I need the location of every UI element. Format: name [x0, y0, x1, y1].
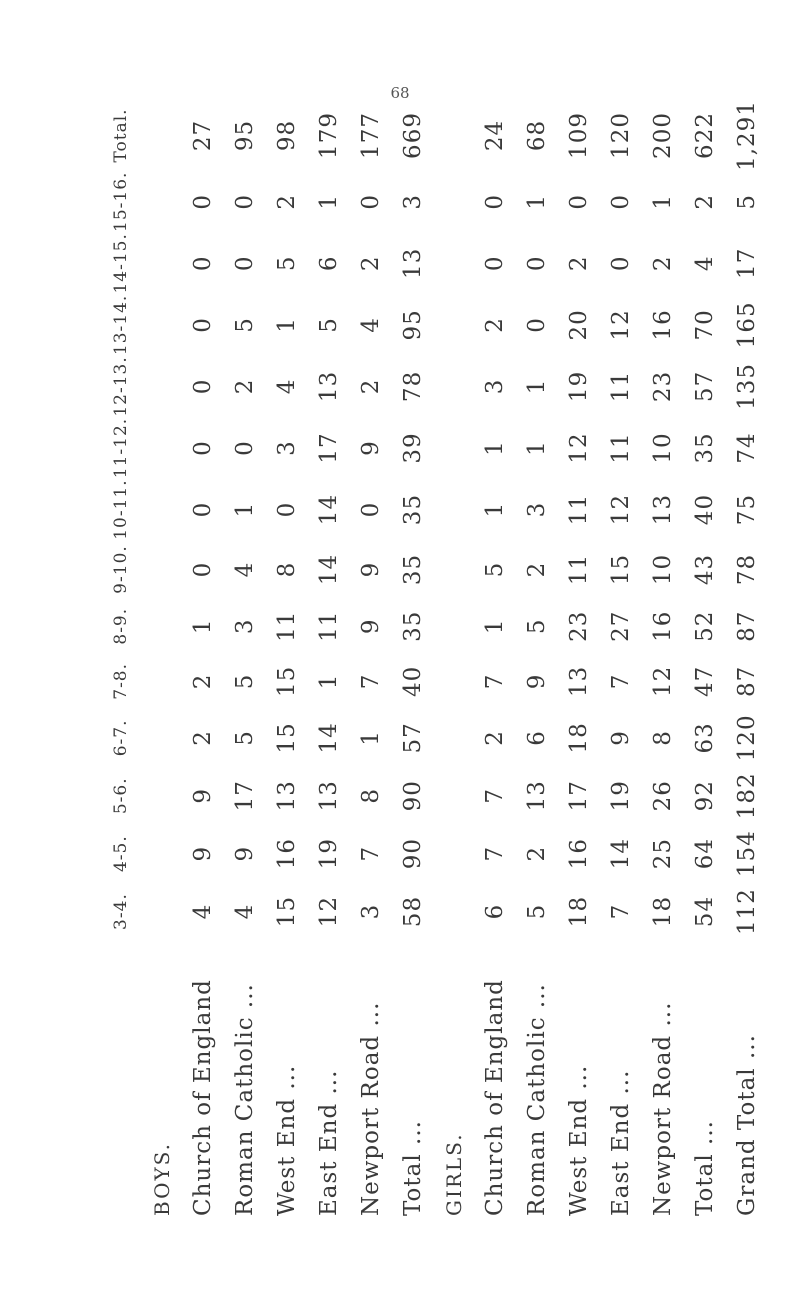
cell-value: 19 — [316, 838, 342, 870]
cell-value: 2 — [274, 193, 300, 210]
cell-value: 2 — [482, 317, 508, 333]
cell-value: 6 — [316, 255, 342, 272]
table-row — [474, 100, 516, 1220]
cell-value: 16 — [274, 838, 300, 870]
cell-value: 1 — [524, 193, 550, 210]
age-distribution-table — [100, 100, 780, 1220]
cell-value: 18 — [650, 895, 676, 928]
cell-value: 0 — [232, 255, 258, 272]
cell-total: 98 — [274, 119, 300, 152]
row-label — [308, 940, 350, 1220]
cell-value: 1 — [524, 378, 550, 395]
row-label — [350, 940, 392, 1220]
cell-value: 95 — [400, 309, 426, 341]
cell-value: 12 — [650, 665, 676, 697]
cell-value: 12 — [316, 895, 342, 928]
cell-value: 11 — [566, 493, 592, 526]
cell-value: 14 — [316, 722, 342, 754]
cell-value: 4 — [692, 255, 718, 272]
cell-value: 6 — [482, 903, 508, 920]
cell-value: 1 — [482, 501, 508, 518]
cell-value: 3 — [482, 378, 508, 395]
cell-value: 13 — [400, 247, 426, 279]
cell-value: 0 — [190, 255, 216, 272]
cell-value: 7 — [608, 673, 634, 690]
cell-value: 1 — [650, 193, 676, 210]
header-col-4-5: 4-5. — [111, 835, 131, 873]
cell-value: 3 — [232, 618, 258, 635]
header-blank — [100, 940, 142, 1220]
cell-value: 4 — [232, 561, 258, 578]
cell-value: 0 — [482, 255, 508, 272]
cell-value: 12 — [608, 493, 634, 526]
cell-total: 179 — [316, 112, 342, 159]
cell-value: 1 — [316, 193, 342, 210]
grand-total-row — [726, 100, 768, 1220]
cell-value: 14 — [316, 493, 342, 526]
row-label-dots: ... — [566, 1064, 592, 1090]
row-label-text: East End — [608, 1102, 634, 1216]
row-label-text: Grand Total — [734, 1067, 760, 1216]
header-col-13-14: 13-14. — [111, 294, 131, 356]
row-label-dots: ... — [274, 1064, 300, 1090]
row-label — [558, 940, 600, 1220]
cell-total: 177 — [358, 112, 384, 159]
cell-value: 3 — [274, 440, 300, 456]
cell-total: 669 — [400, 112, 426, 159]
cell-total: 68 — [524, 119, 550, 152]
cell-total: 200 — [650, 112, 676, 159]
cell-value: 40 — [400, 665, 426, 697]
cell-value: 64 — [692, 838, 718, 870]
row-label-text: Total — [692, 1153, 718, 1216]
cell-value: 8 — [274, 561, 300, 578]
cell-value: 27 — [608, 610, 634, 642]
row-label-dots: ... — [650, 1001, 676, 1027]
cell-value: 78 — [400, 370, 426, 403]
cell-value: 0 — [190, 193, 216, 210]
cell-value: 4 — [274, 378, 300, 395]
cell-value: 5 — [524, 618, 550, 635]
cell-value: 0 — [190, 317, 216, 333]
cell-value: 2 — [566, 255, 592, 272]
header-col-12-13: 12-13. — [111, 356, 131, 417]
cell-value: 78 — [734, 553, 760, 586]
cell-value: 9 — [358, 440, 384, 456]
cell-value: 2 — [190, 730, 216, 746]
header-col-8-9: 8-9. — [111, 607, 131, 645]
cell-value: 13 — [274, 780, 300, 812]
cell-value: 0 — [190, 378, 216, 395]
cell-value: 9 — [190, 845, 216, 862]
cell-value: 7 — [358, 673, 384, 690]
cell-value: 63 — [692, 722, 718, 754]
cell-value: 0 — [232, 440, 258, 456]
cell-value: 0 — [358, 501, 384, 518]
table-row — [558, 100, 600, 1220]
header-col-11-12: 11-12. — [111, 417, 131, 479]
table-row — [308, 100, 350, 1220]
cell-value: 0 — [524, 255, 550, 272]
cell-value: 16 — [650, 309, 676, 341]
cell-value: 15 — [274, 665, 300, 697]
row-label-dots: ... — [608, 1069, 634, 1095]
table-row — [224, 100, 266, 1220]
row-label-text: Newport Road — [358, 1034, 384, 1216]
cell-total: 95 — [232, 119, 258, 152]
cell-value: 90 — [400, 838, 426, 870]
cell-value: 11 — [608, 432, 634, 464]
cell-value: 0 — [274, 501, 300, 518]
header-col-3-4: 3-4. — [111, 893, 131, 930]
cell-value: 1 — [232, 501, 258, 518]
cell-total: 24 — [482, 119, 508, 152]
cell-value: 17 — [734, 247, 760, 279]
cell-value: 9 — [358, 561, 384, 578]
cell-value: 40 — [692, 493, 718, 526]
cell-value: 17 — [232, 780, 258, 812]
cell-value: 18 — [566, 722, 592, 754]
cell-value: 47 — [692, 665, 718, 697]
cell-value: 0 — [566, 193, 592, 210]
cell-value: 1 — [482, 440, 508, 456]
cell-value: 9 — [358, 618, 384, 635]
cell-value: 54 — [692, 895, 718, 928]
table-body — [142, 100, 768, 1220]
cell-value: 10 — [650, 553, 676, 586]
cell-value: 1 — [190, 618, 216, 635]
row-label-text: Church of England — [190, 979, 216, 1216]
cell-value: 15 — [274, 722, 300, 754]
cell-value: 6 — [524, 730, 550, 746]
cell-value: 18 — [566, 895, 592, 928]
cell-value: 2 — [358, 378, 384, 395]
cell-value: 17 — [566, 780, 592, 812]
cell-value: 57 — [692, 370, 718, 403]
cell-total: 120 — [608, 112, 634, 159]
cell-value: 35 — [692, 432, 718, 464]
cell-value: 182 — [734, 772, 760, 820]
cell-value: 10 — [650, 432, 676, 464]
row-label — [182, 940, 224, 1220]
cell-value: 135 — [734, 362, 760, 410]
row-label-dots: ... — [400, 1120, 426, 1145]
cell-value: 26 — [650, 780, 676, 812]
cell-value: 4 — [190, 903, 216, 920]
cell-value: 11 — [608, 370, 634, 403]
cell-value: 16 — [566, 838, 592, 870]
cell-value: 11 — [566, 553, 592, 586]
row-label-text: East End — [316, 1102, 342, 1216]
row-label-text: Newport Road — [650, 1034, 676, 1216]
cell-value: 23 — [650, 370, 676, 403]
cell-value: 19 — [566, 370, 592, 403]
table-row — [516, 100, 558, 1220]
header-col-7-8: 7-8. — [111, 662, 131, 700]
cell-value: 23 — [566, 610, 592, 642]
row-label — [266, 940, 308, 1220]
cell-value: 13 — [316, 780, 342, 812]
cell-value: 1 — [274, 317, 300, 333]
cell-value: 165 — [734, 301, 760, 349]
cell-value: 2 — [358, 255, 384, 272]
row-label-text: Church of England — [482, 979, 508, 1216]
cell-value: 1 — [524, 440, 550, 456]
cell-value: 13 — [524, 780, 550, 812]
row-label — [224, 940, 266, 1220]
row-label-text: West End — [566, 1097, 592, 1216]
cell-total: 1,291 — [734, 100, 760, 171]
table-row — [182, 100, 224, 1220]
cell-value: 19 — [608, 780, 634, 812]
group-heading-row — [434, 100, 474, 1220]
cell-value: 15 — [608, 553, 634, 586]
cell-value: 2 — [232, 378, 258, 395]
table-row — [600, 100, 642, 1220]
table-row — [642, 100, 684, 1220]
cell-value: 9 — [608, 730, 634, 746]
row-label — [642, 940, 684, 1220]
table-row — [350, 100, 392, 1220]
cell-value: 2 — [524, 561, 550, 578]
cell-value: 5 — [316, 317, 342, 333]
header-col-15-16: 15-16. — [111, 171, 131, 232]
cell-value: 2 — [692, 193, 718, 210]
cell-value: 9 — [232, 845, 258, 862]
cell-value: 1 — [316, 673, 342, 690]
cell-value: 2 — [524, 845, 550, 862]
cell-value: 9 — [524, 673, 550, 690]
cell-value: 0 — [232, 193, 258, 210]
cell-value: 3 — [524, 501, 550, 518]
cell-value: 12 — [608, 309, 634, 341]
header-col-5-6: 5-6. — [111, 777, 131, 815]
table-row — [266, 100, 308, 1220]
cell-value: 120 — [734, 714, 760, 762]
cell-value: 57 — [400, 722, 426, 754]
cell-value: 0 — [190, 561, 216, 578]
row-label-dots: ... — [734, 1034, 760, 1060]
cell-total: 622 — [692, 112, 718, 159]
row-label-dots: ... — [358, 1001, 384, 1027]
row-label-text: Total — [400, 1153, 426, 1216]
cell-value: 13 — [650, 493, 676, 526]
cell-value: 74 — [734, 432, 760, 464]
group-heading: BOYS. — [150, 1141, 174, 1216]
header-col-10-11: 10-11. — [111, 479, 131, 540]
row-label-dots: ... — [524, 983, 550, 1009]
cell-value: 1 — [358, 730, 384, 746]
cell-value: 11 — [274, 610, 300, 642]
cell-value: 16 — [650, 610, 676, 642]
cell-value: 0 — [524, 317, 550, 333]
cell-value: 0 — [608, 193, 634, 210]
cell-value: 13 — [566, 665, 592, 697]
cell-value: 7 — [482, 787, 508, 804]
row-label-dots: ... — [692, 1120, 718, 1145]
cell-value: 75 — [734, 493, 760, 526]
cell-value: 112 — [734, 888, 760, 935]
cell-total: 27 — [190, 119, 216, 152]
cell-value: 7 — [482, 673, 508, 690]
group-heading-row — [142, 100, 182, 1220]
cell-value: 7 — [358, 845, 384, 862]
cell-value: 3 — [400, 193, 426, 210]
row-label-dots: ... — [316, 1069, 342, 1095]
cell-value: 3 — [358, 903, 384, 920]
subtotal-row — [684, 100, 726, 1220]
cell-value: 0 — [190, 440, 216, 456]
row-label-text: West End — [274, 1097, 300, 1216]
cell-value: 35 — [400, 493, 426, 526]
cell-value: 7 — [608, 903, 634, 920]
cell-value: 2 — [650, 255, 676, 272]
cell-value: 17 — [316, 432, 342, 464]
cell-value: 2 — [482, 730, 508, 746]
header-col-9-10: 9-10. — [111, 545, 131, 594]
cell-value: 25 — [650, 838, 676, 870]
cell-value: 1 — [482, 618, 508, 635]
cell-value: 92 — [692, 780, 718, 812]
cell-value: 13 — [316, 370, 342, 403]
header-col-total: Total. — [111, 108, 131, 163]
row-label — [392, 940, 434, 1220]
cell-value: 5 — [524, 903, 550, 920]
page-number: 68 — [390, 84, 410, 102]
cell-value: 5 — [274, 255, 300, 272]
cell-value: 2 — [190, 673, 216, 690]
cell-value: 15 — [274, 895, 300, 928]
cell-value: 5 — [232, 673, 258, 690]
cell-value: 58 — [400, 895, 426, 928]
cell-value: 52 — [692, 610, 718, 642]
cell-value: 14 — [316, 553, 342, 586]
cell-value: 12 — [566, 432, 592, 464]
header-col-6-7: 6-7. — [111, 719, 131, 757]
cell-value: 5 — [482, 561, 508, 578]
row-label-text: Roman Catholic — [524, 1016, 550, 1216]
cell-value: 87 — [734, 610, 760, 642]
cell-value: 90 — [400, 780, 426, 812]
cell-value: 154 — [734, 830, 760, 878]
row-label — [600, 940, 642, 1220]
row-label — [684, 940, 726, 1220]
cell-value: 14 — [608, 838, 634, 870]
cell-value: 0 — [482, 193, 508, 210]
header-row — [100, 100, 142, 1220]
header-col-14-15: 14-15. — [111, 233, 131, 294]
row-label — [516, 940, 558, 1220]
cell-value: 35 — [400, 553, 426, 586]
row-label — [474, 940, 516, 1220]
cell-value: 8 — [650, 730, 676, 746]
cell-value: 0 — [608, 255, 634, 272]
cell-value: 0 — [358, 193, 384, 210]
cell-value: 11 — [316, 610, 342, 642]
cell-value: 9 — [190, 787, 216, 804]
cell-value: 87 — [734, 665, 760, 697]
subtotal-row — [392, 100, 434, 1220]
group-heading: GIRLS. — [442, 1132, 466, 1216]
cell-value: 20 — [566, 309, 592, 341]
cell-value: 0 — [190, 501, 216, 518]
cell-value: 43 — [692, 553, 718, 586]
cell-value: 5 — [232, 730, 258, 746]
cell-value: 4 — [358, 317, 384, 333]
row-label-text: Roman Catholic — [232, 1016, 258, 1216]
cell-value: 8 — [358, 787, 384, 804]
cell-value: 5 — [232, 317, 258, 333]
cell-value: 39 — [400, 432, 426, 464]
cell-value: 70 — [692, 309, 718, 341]
row-label — [726, 940, 768, 1220]
cell-value: 4 — [232, 903, 258, 920]
data-table — [100, 100, 768, 1220]
cell-value: 5 — [734, 193, 760, 210]
cell-value: 7 — [482, 845, 508, 862]
cell-total: 109 — [566, 112, 592, 159]
cell-value: 35 — [400, 610, 426, 642]
row-label-dots: ... — [232, 983, 258, 1009]
